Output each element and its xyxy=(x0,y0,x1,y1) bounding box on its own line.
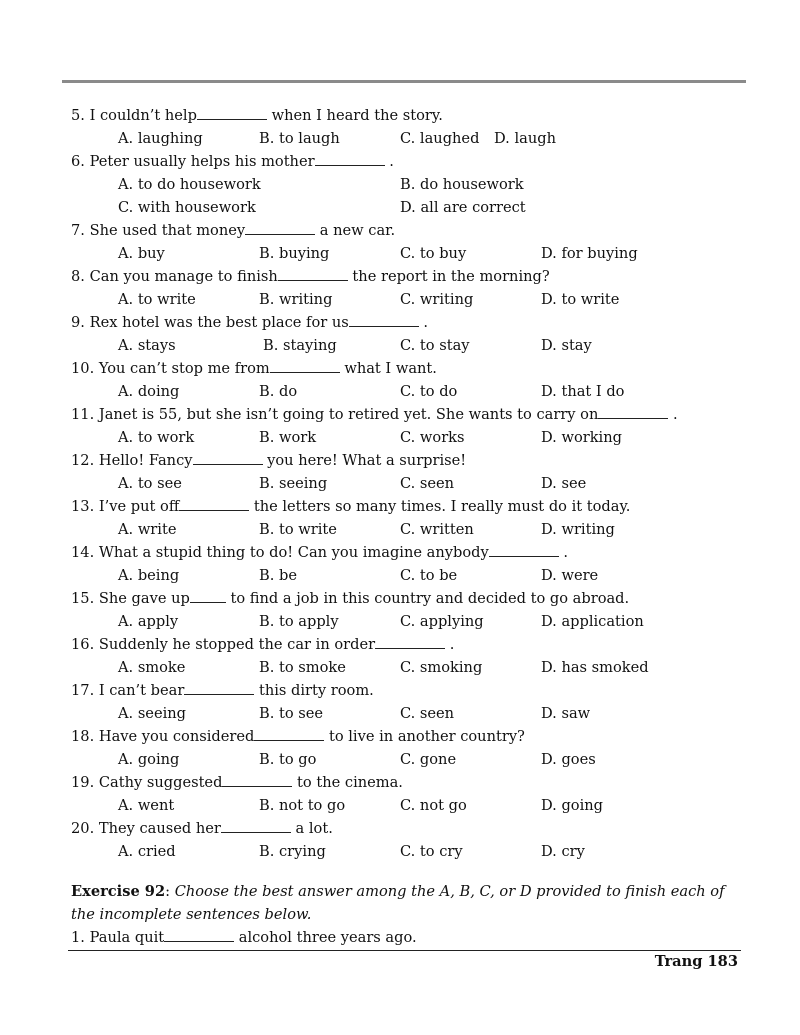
question-number: 16. xyxy=(71,636,99,653)
question-text-before: Peter usually helps his mother xyxy=(89,153,315,170)
answer-option: D. goes xyxy=(541,751,596,768)
answer-option: C. written xyxy=(400,521,474,538)
question-text-after: this dirty room. xyxy=(254,682,374,699)
answer-option: D. were xyxy=(541,567,599,584)
answer-option: B. buying xyxy=(259,245,330,262)
question-text-before: She used that money xyxy=(89,222,246,239)
question-text-before: What a stupid thing to do! Can you imagine anybody xyxy=(98,544,489,561)
question-text-before: I’ve put off xyxy=(98,498,180,515)
answer-option: B. to write xyxy=(259,521,337,538)
answer-option: B. do xyxy=(259,383,298,400)
options-row-3 xyxy=(71,288,751,311)
section-gap xyxy=(71,863,751,880)
answer-option: D. working xyxy=(541,429,622,446)
answer-option: C. to be xyxy=(400,567,458,584)
item-question-10 xyxy=(71,587,751,610)
answer-option: D. all are correct xyxy=(400,199,526,216)
answer-blank xyxy=(197,106,267,120)
options-row-8 xyxy=(71,518,751,541)
answer-option: A. apply xyxy=(118,613,179,630)
options-row-7 xyxy=(71,472,751,495)
answer-option: D. writing xyxy=(541,521,615,538)
question-text-after: the report in the morning? xyxy=(347,268,550,285)
answer-option: C. to stay xyxy=(400,337,470,354)
answer-blank xyxy=(598,405,668,419)
options-row-11 xyxy=(71,656,751,679)
item-question-4 xyxy=(71,311,751,334)
question-text-before: They caused her xyxy=(98,820,221,837)
answer-option: B. to laugh xyxy=(259,130,340,147)
answer-option: C. to do xyxy=(400,383,458,400)
top-divider xyxy=(62,80,746,83)
options-row-2 xyxy=(71,242,751,265)
exercise-title: Exercise 92 xyxy=(71,883,166,900)
question-text-before: Can you manage to finish xyxy=(89,268,278,285)
question-number: 10. xyxy=(71,360,99,377)
question-text-after: you here! What a surprise! xyxy=(262,452,467,469)
answer-blank xyxy=(193,451,263,465)
answer-option: B. writing xyxy=(259,291,333,308)
page-number: Trang 183 xyxy=(654,953,738,970)
item-question-12 xyxy=(71,679,751,702)
item-question-8 xyxy=(71,495,751,518)
item-question-6 xyxy=(71,403,751,426)
question-text-before: She gave up xyxy=(98,590,190,607)
options-row-9 xyxy=(71,564,751,587)
answer-blank xyxy=(278,267,348,281)
item-question-0 xyxy=(71,104,751,127)
answer-option: B. staying xyxy=(263,337,337,354)
question-text-before: I couldn’t help xyxy=(89,107,197,124)
answer-option: A. to write xyxy=(118,291,196,308)
answer-blank xyxy=(315,152,385,166)
answer-option: C. seen xyxy=(400,475,455,492)
question-text-before: I can’t bear xyxy=(98,682,185,699)
answer-option: C. to buy xyxy=(400,245,467,262)
answer-blank xyxy=(349,313,419,327)
answer-option: D. see xyxy=(541,475,587,492)
answer-blank xyxy=(245,221,315,235)
item-question-11 xyxy=(71,633,751,656)
answer-option: C. not go xyxy=(400,797,467,814)
answer-option: D. that I do xyxy=(541,383,625,400)
answer-option: D. saw xyxy=(541,705,591,722)
exercise-instruction: Choose the best answer among the A, B, C, or D provided to finish each of the incomplete sentences below. xyxy=(71,883,725,923)
answer-option: C. works xyxy=(400,429,465,446)
options-row-15 xyxy=(71,840,751,863)
question-text-before: Hello! Fancy xyxy=(98,452,193,469)
answer-blank xyxy=(190,589,226,603)
options-row-12 xyxy=(71,702,751,725)
answer-option: A. stays xyxy=(118,337,176,354)
answer-blank xyxy=(179,497,249,511)
answer-blank xyxy=(489,543,559,557)
answer-option: C. writing xyxy=(400,291,474,308)
question-number: 7. xyxy=(71,222,90,239)
answer-option: A. to do housework xyxy=(118,176,261,193)
item-question-15 xyxy=(71,817,751,840)
answer-option: B. not to go xyxy=(259,797,346,814)
question-number: 20. xyxy=(71,820,99,837)
answer-option: A. going xyxy=(118,751,180,768)
answer-option: B. do housework xyxy=(400,176,524,193)
answer-option: B. to see xyxy=(259,705,324,722)
answer-option: B. be xyxy=(259,567,297,584)
answer-option: D. to write xyxy=(541,291,620,308)
answer-option: D. going xyxy=(541,797,603,814)
item-question-1 xyxy=(71,150,751,173)
answer-option: B. to apply xyxy=(259,613,339,630)
answer-option: A. seeing xyxy=(118,705,186,722)
item-question-5 xyxy=(71,357,751,380)
footer-divider xyxy=(68,950,741,951)
answer-option: B. to go xyxy=(259,751,317,768)
answer-option: A. write xyxy=(118,521,177,538)
question-number: 17. xyxy=(71,682,99,699)
question-text-after: . xyxy=(668,406,678,423)
item-question-14 xyxy=(71,771,751,794)
answer-option: B. work xyxy=(259,429,317,446)
answer-option: C. with housework xyxy=(118,199,256,216)
exercise-heading xyxy=(71,880,743,926)
options-row-1-0 xyxy=(71,173,751,196)
answer-option: D. cry xyxy=(541,843,585,860)
answer-option: D. laugh xyxy=(494,130,556,147)
question-text-after: a lot. xyxy=(290,820,333,837)
question-text-before: Suddenly he stopped the car in order xyxy=(98,636,376,653)
question-text-after: . xyxy=(384,153,394,170)
question-number: 12. xyxy=(71,452,99,469)
options-row-4 xyxy=(71,334,751,357)
question-number: 8. xyxy=(71,268,90,285)
question-text-after: to find a job in this country and decided to go abroad. xyxy=(225,590,630,607)
answer-option: A. to work xyxy=(118,429,195,446)
question-text-before: Janet is 55, but she isn’t going to retired yet. She wants to carry on xyxy=(98,406,599,423)
answer-blank xyxy=(375,635,445,649)
answer-option: A. laughing xyxy=(118,130,203,147)
item-question-13 xyxy=(71,725,751,748)
answer-option: A. to see xyxy=(118,475,182,492)
question-text-after: the letters so many times. I really must do it today. xyxy=(249,498,631,515)
question-text-after: . xyxy=(418,314,429,331)
exercise-content xyxy=(71,104,751,949)
exercise-92-question-0 xyxy=(71,926,751,949)
answer-option: A. smoke xyxy=(118,659,186,676)
question-text-before: Rex hotel was the best place for us xyxy=(89,314,349,331)
options-row-13 xyxy=(71,748,751,771)
question-text-after: . xyxy=(445,636,455,653)
answer-option: D. for buying xyxy=(541,245,638,262)
answer-option: A. doing xyxy=(118,383,180,400)
question-number: 14. xyxy=(71,544,99,561)
question-number: 6. xyxy=(71,153,90,170)
answer-option: A. cried xyxy=(118,843,176,860)
answer-option: D. application xyxy=(541,613,644,630)
item-question-7 xyxy=(71,449,751,472)
item-question-3 xyxy=(71,265,751,288)
question-number: 5. xyxy=(71,107,90,124)
question-number: 9. xyxy=(71,314,90,331)
answer-option: C. laughed xyxy=(400,130,480,147)
item-question-2 xyxy=(71,219,751,242)
answer-option: C. to cry xyxy=(400,843,463,860)
answer-option: A. went xyxy=(118,797,175,814)
answer-blank xyxy=(270,359,340,373)
question-text-after: to the cinema. xyxy=(292,774,403,791)
options-row-6 xyxy=(71,426,751,449)
question-text-after: to live in another country? xyxy=(324,728,525,745)
item-question-9 xyxy=(71,541,751,564)
answer-blank xyxy=(222,773,292,787)
question-number: 19. xyxy=(71,774,99,791)
answer-option: B. crying xyxy=(259,843,326,860)
question-text-after: when I heard the story. xyxy=(266,107,443,124)
answer-option: B. to smoke xyxy=(259,659,346,676)
question-text-before: Have you considered xyxy=(98,728,255,745)
options-row-5 xyxy=(71,380,751,403)
answer-option: A. buy xyxy=(118,245,165,262)
question-number: 1. xyxy=(71,929,90,946)
options-row-0 xyxy=(71,127,751,150)
question-number: 11. xyxy=(71,406,99,423)
question-text-after: a new car. xyxy=(315,222,396,239)
answer-option: D. stay xyxy=(541,337,592,354)
options-row-10 xyxy=(71,610,751,633)
options-row-1-1 xyxy=(71,196,751,219)
answer-option: A. being xyxy=(118,567,180,584)
question-number: 18. xyxy=(71,728,99,745)
answer-option: C. seen xyxy=(400,705,455,722)
answer-blank xyxy=(164,928,234,942)
answer-option: C. smoking xyxy=(400,659,483,676)
question-number: 15. xyxy=(71,590,99,607)
answer-option: C. applying xyxy=(400,613,484,630)
answer-option: B. seeing xyxy=(259,475,328,492)
question-text-before: Cathy suggested xyxy=(98,774,223,791)
question-text-after: alcohol three years ago. xyxy=(234,929,417,946)
options-row-14 xyxy=(71,794,751,817)
answer-blank xyxy=(254,727,324,741)
exercise-colon: : xyxy=(165,883,175,900)
question-number: 13. xyxy=(71,498,99,515)
answer-blank xyxy=(221,819,291,833)
answer-blank xyxy=(184,681,254,695)
question-text-after: what I want. xyxy=(339,360,437,377)
question-text-after: . xyxy=(558,544,568,561)
answer-option: D. has smoked xyxy=(541,659,649,676)
question-text-before: You can’t stop me from xyxy=(98,360,270,377)
answer-option: C. gone xyxy=(400,751,457,768)
question-text-before: Paula quit xyxy=(89,929,165,946)
